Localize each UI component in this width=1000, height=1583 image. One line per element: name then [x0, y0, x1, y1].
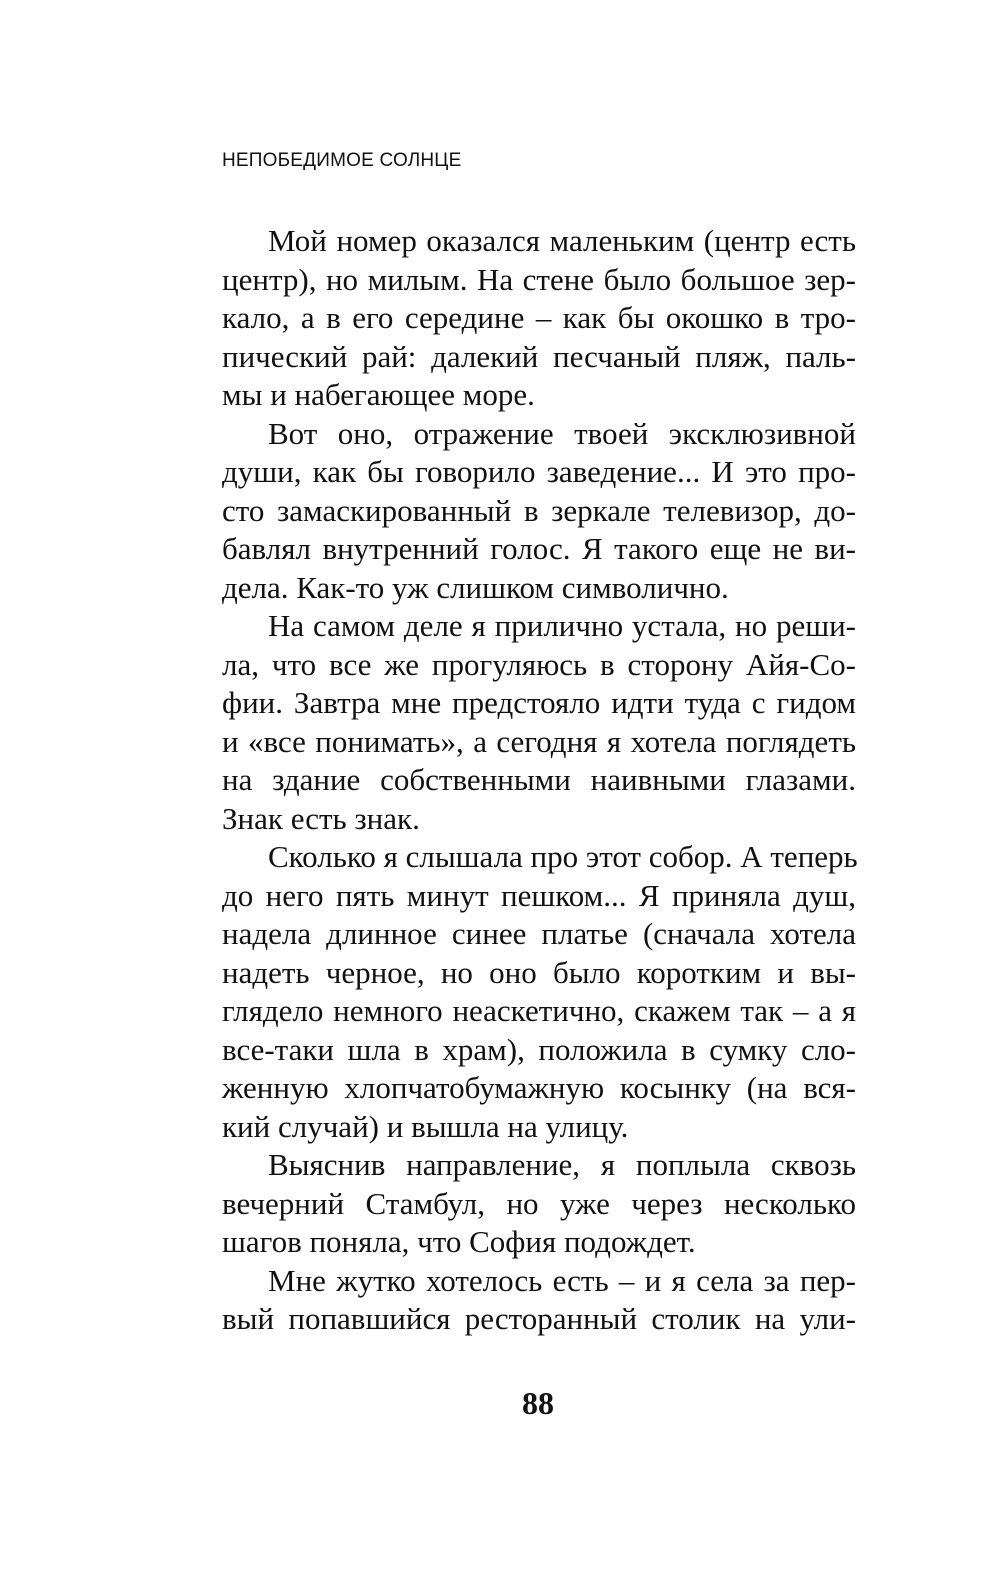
text-line: мы и набегающее море.	[222, 377, 535, 412]
text-line: кало, а в его середине – как бы окошко в тро-	[222, 300, 856, 335]
text-line: кий случай) и вышла на улицу.	[222, 1108, 629, 1144]
text-line: женную хлопчатобумажную косынку (на вся-	[222, 1070, 856, 1105]
text-line: все-таки шла в храм), положила в сумку сло-	[222, 1031, 856, 1067]
body-text	[222, 222, 856, 1339]
text-line: Сколько я слышала про этот собор. А теперь	[268, 839, 858, 874]
text-line: вечерний Стамбул, но уже через несколько	[222, 1185, 856, 1221]
text-line: души, как бы говорило заведение... И это про-	[222, 454, 856, 489]
text-line: надеть черное, но оно было коротким и вы-	[222, 954, 856, 990]
text-line: пический рай: далекий песчаный пляж, паль-	[222, 338, 856, 374]
page-number: 88	[522, 1385, 554, 1421]
text-line: надела длинное синее платье (сначала хотела	[222, 916, 856, 951]
text-line: бавлял внутренний голос. Я такого еще не ви-	[222, 531, 856, 566]
text-line: Мой номер оказался маленьким (центр есть	[268, 223, 856, 258]
text-line: на здание собственными наивными глазами.	[222, 762, 856, 797]
text-line: центр), но милым. На стене было большое зер-	[222, 261, 856, 297]
text-line: ла, что все же прогуляюсь в сторону Айя-Со-	[222, 646, 856, 682]
text-line: и «все понимать», а сегодня я хотела поглядеть	[222, 723, 856, 759]
running-head: НЕПОБЕДИМОЕ СОЛНЦЕ	[222, 150, 462, 171]
text-line: шагов поняла, что София подождет.	[222, 1224, 696, 1259]
text-line: дела. Как-то уж слишком символично.	[222, 569, 729, 605]
text-line: Мне жутко хотелось есть – и я села за пер-	[268, 1262, 856, 1298]
text-line: Знак есть знак.	[222, 800, 420, 836]
text-line: Выяснив направление, я поплыла сквозь	[268, 1147, 856, 1182]
text-line: сто замаскированный в зеркале телевизор, до-	[222, 492, 856, 528]
text-line: фии. Завтра мне предстояло идти туда с гидом	[222, 685, 856, 720]
text-line: глядело немного неаскетично, скажем так – а я	[222, 993, 856, 1028]
text-line: вый попавшийся ресторанный столик на ули-	[222, 1301, 856, 1336]
text-line: до него пять минут пешком... Я приняла душ,	[222, 877, 856, 913]
text-line: На самом деле я прилично устала, но реши-	[268, 608, 856, 643]
text-line: Вот оно, отражение твоей эксклюзивной	[268, 415, 856, 451]
